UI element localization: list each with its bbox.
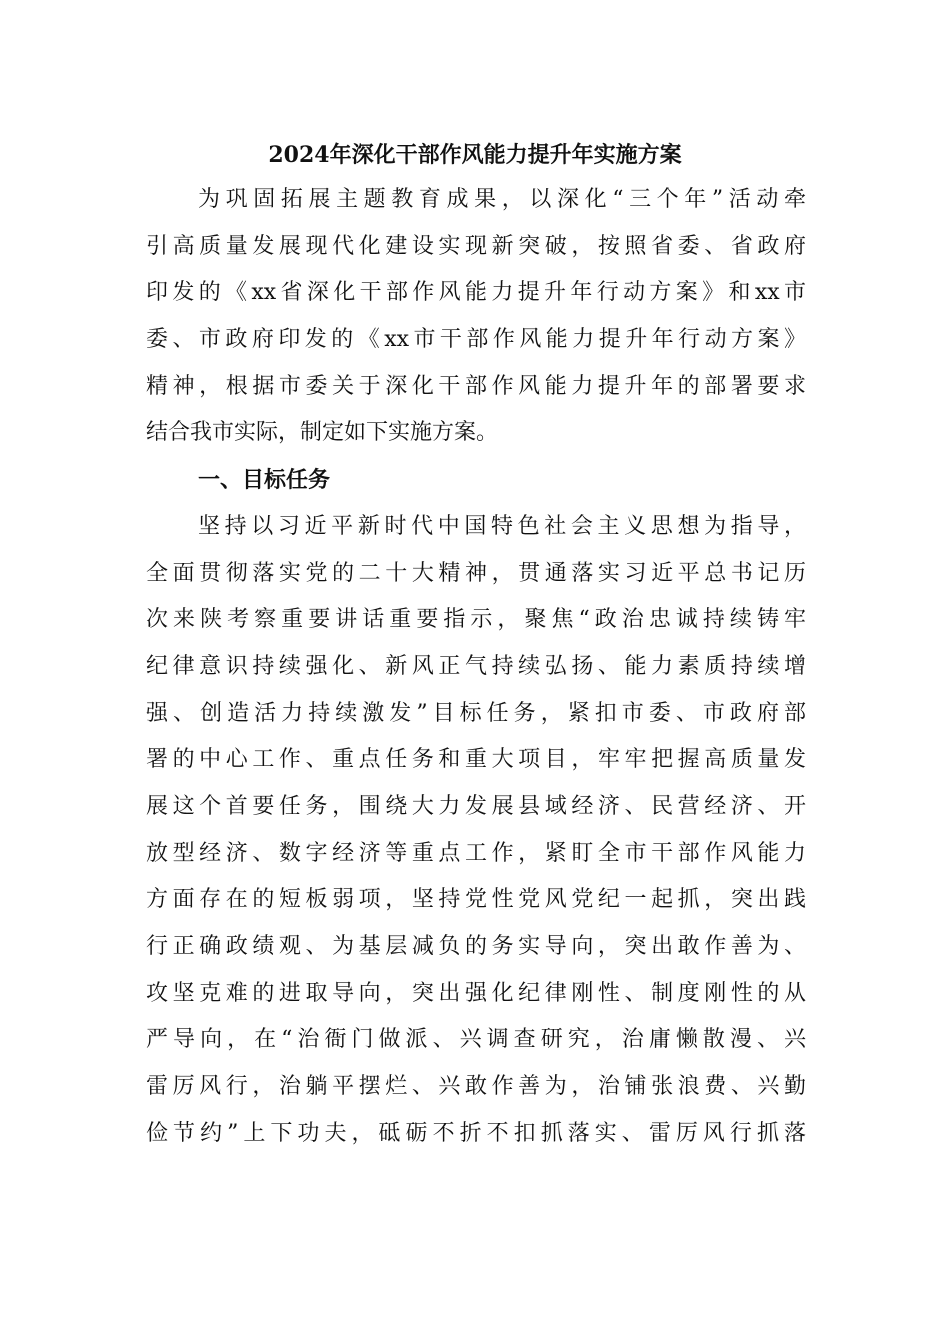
paragraph-line: 攻坚克难的进取导向，突出强化纪律刚性、制度刚性的从 [146,980,806,1006]
paragraph-line: 为巩固拓展主题教育成果，以深化“三个年”活动牵 [198,187,806,212]
paragraph-line: 俭节约”上下功夫，砥砺不折不扣抓落实、雷厉风行抓落 [146,1120,806,1146]
paragraph-line: 方面存在的短板弱项，坚持党性党风党纪一起抓，突出践 [146,887,806,913]
paragraph-line: 放型经济、数字经济等重点工作，紧盯全市干部作风能力 [146,840,806,866]
paragraph-line: 引高质量发展现代化建设实现新突破，按照省委、省政府 [146,233,806,259]
paragraph-line: 坚持以习近平新时代中国特色社会主义思想为指导， [198,513,806,539]
paragraph-line: 严导向，在“治衙门做派、兴调查研究，治庸懒散漫、兴 [146,1027,806,1053]
paragraph-line: 雷厉风行，治躺平摆烂、兴敢作善为，治铺张浪费、兴勤 [146,1074,806,1100]
paragraph-line: 展这个首要任务，围绕大力发展县域经济、民营经济、开 [146,793,806,819]
paragraph-line: 印发的《xx省深化干部作风能力提升年行动方案》和xx市 [146,280,806,306]
document-title: 2024年深化干部作风能力提升年实施方案 [268,142,682,168]
paragraph-line: 委、市政府印发的《xx市干部作风能力提升年行动方案》 [146,327,806,353]
paragraph-line: 精神，根据市委关于深化干部作风能力提升年的部署要求 [146,373,806,399]
document-body [146,177,806,1157]
paragraph-line: 署的中心工作、重点任务和重大项目，牢牢把握高质量发 [146,747,806,773]
paragraph-line: 纪律意识持续强化、新风正气持续弘扬、能力素质持续增 [146,653,806,679]
paragraph-line: 结合我市实际，制定如下实施方案。 [146,420,499,446]
paragraph-line: 行正确政绩观、为基层减负的务实导向，突出敢作善为、 [146,934,806,959]
section-heading: 一、目标任务 [198,467,331,494]
paragraph-line: 全面贯彻落实党的二十大精神，贯通落实习近平总书记历 [146,560,806,586]
paragraph-line: 次来陕考察重要讲话重要指示，聚焦“政治忠诚持续铸牢 [146,607,806,633]
paragraph-line: 强、创造活力持续激发”目标任务，紧扣市委、市政府部 [146,700,806,726]
